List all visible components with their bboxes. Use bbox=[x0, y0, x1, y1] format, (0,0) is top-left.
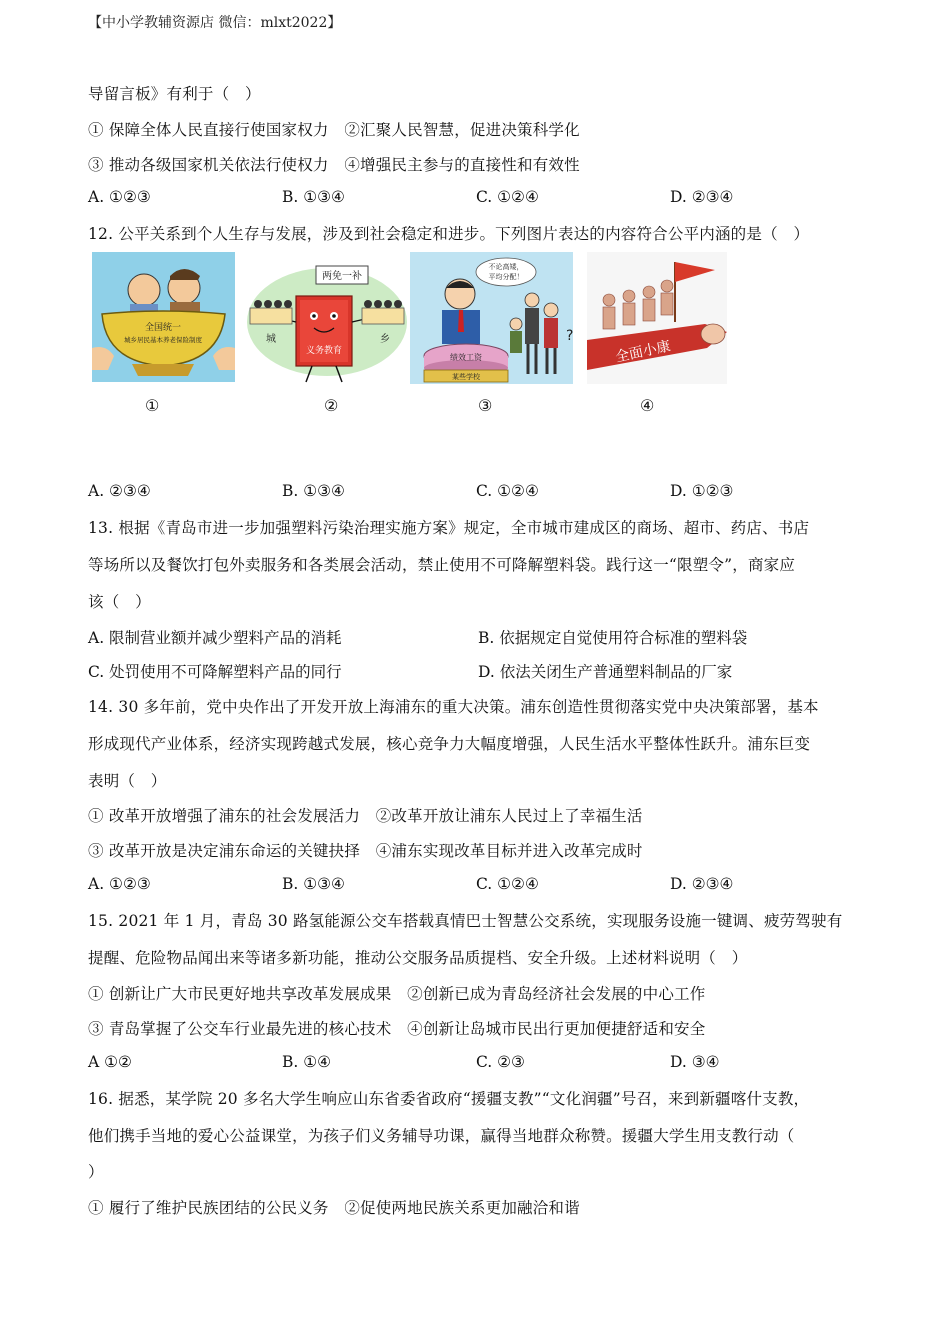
pic2-city-label: 城 bbox=[266, 334, 276, 345]
q16-stem-line-2: 他们携手当地的爱心公益课堂，为孩子们义务辅导功课，赢得当地群众称赞。援疆大学生用支教行动（ bbox=[88, 1127, 795, 1145]
q13-option-a[interactable]: A. 限制营业额并减少塑料产品的消耗 bbox=[88, 629, 342, 647]
q14-option-d[interactable]: D. ②③④ bbox=[670, 875, 734, 893]
q15-stem-line-1: 15. 2021 年 1 月，青岛 30 路氢能源公交车搭载真情巴士智慧公交系统，实现服务设施一键调、疲劳驾驶有 bbox=[88, 912, 843, 930]
pic3-bubble-line1: 不论高矮， bbox=[488, 263, 524, 271]
pic1-title-line1: 全国统一 bbox=[144, 323, 182, 333]
q15-option-d[interactable]: D. ③④ bbox=[670, 1053, 720, 1071]
q11-option-c[interactable]: C. ①②④ bbox=[476, 188, 539, 206]
q11-option-d[interactable]: D. ②③④ bbox=[670, 188, 734, 206]
performance-pay-illustration bbox=[410, 252, 573, 384]
q12-picture-label-3: ③ bbox=[478, 396, 493, 415]
q14-option-a[interactable]: A. ①②③ bbox=[88, 875, 151, 893]
q13-stem-line-2: 等场所以及餐饮打包外卖服务和各类展会活动，禁止使用不可降解塑料袋。践行这一“限塑令”，商家应 bbox=[88, 556, 796, 574]
q12-picture-3 bbox=[410, 252, 573, 384]
q14-option-b[interactable]: B. ①③④ bbox=[282, 875, 345, 893]
moderately-prosperous-illustration bbox=[587, 252, 727, 384]
q14-statement-1: ① 改革开放增强了浦东的社会发展活力 ②改革开放让浦东人民过上了幸福生活 bbox=[88, 807, 643, 825]
q11-option-b[interactable]: B. ①③④ bbox=[282, 188, 345, 206]
q12-option-c[interactable]: C. ①②④ bbox=[476, 482, 539, 500]
pic3-bubble-line2: 平均分配！ bbox=[488, 273, 524, 281]
q12-picture-label-2: ② bbox=[324, 396, 339, 415]
q12-option-b[interactable]: B. ①③④ bbox=[282, 482, 345, 500]
q11-option-a[interactable]: A. ①②③ bbox=[88, 188, 151, 206]
pic2-book-text: 义务教育 bbox=[305, 346, 343, 356]
q14-stem-line-3: 表明（ ） bbox=[88, 772, 167, 790]
q12-picture-label-1: ① bbox=[145, 396, 160, 415]
q12-picture-4 bbox=[587, 252, 727, 384]
page-header: 【中小学教辅资源店 微信：mlxt2022】 bbox=[88, 15, 342, 31]
q12-picture-label-4: ④ bbox=[640, 396, 655, 415]
q15-statement-1: ① 创新让广大市民更好地共享改革发展成果 ②创新已成为青岛经济社会发展的中心工作 bbox=[88, 985, 706, 1003]
q14-option-c[interactable]: C. ①②④ bbox=[476, 875, 539, 893]
q12-option-a[interactable]: A. ②③④ bbox=[88, 482, 151, 500]
pic2-sign-text: 两免一补 bbox=[322, 271, 362, 282]
pic3-cake-label: 绩效工资 bbox=[450, 353, 482, 362]
q15-stem-line-2: 提醒、危险物品闻出来等诸多新功能，推动公交服务品质提档、安全升级。上述材料说明（ ） bbox=[88, 949, 748, 967]
q14-stem-line-2: 形成现代产业体系，经济实现跨越式发展，核心竞争力大幅度增强，人民生活水平整体性跃升。浦东巨变 bbox=[88, 735, 811, 753]
pic4-banner-text: 全面小康 bbox=[613, 338, 673, 366]
q16-stem-line-3: ） bbox=[88, 1163, 104, 1181]
pic2-village-label: 乡 bbox=[380, 334, 390, 345]
q16-statement-1: ① 履行了维护民族团结的公民义务 ②促使两地民族关系更加融洽和谐 bbox=[88, 1199, 580, 1217]
pic3-base-label: 某些学校 bbox=[452, 373, 480, 381]
q13-option-b[interactable]: B. 依据规定自觉使用符合标准的塑料袋 bbox=[478, 629, 748, 647]
q13-option-c[interactable]: C. 处罚使用不可降解塑料产品的同行 bbox=[88, 663, 342, 681]
compulsory-education-illustration bbox=[246, 252, 409, 384]
q16-stem-line-1: 16. 据悉，某学院 20 多名大学生响应山东省委省政府“援疆支教”“文化润疆”号召，来到新疆喀什支教， bbox=[88, 1090, 810, 1108]
q15-option-a[interactable]: A ①② bbox=[88, 1053, 132, 1071]
q13-option-d[interactable]: D. 依法关闭生产普通塑料制品的厂家 bbox=[478, 663, 733, 681]
q11-statement-2: ③ 推动各级国家机关依法行使权力 ④增强民主参与的直接性和有效性 bbox=[88, 156, 580, 174]
q12-picture-1 bbox=[92, 252, 235, 382]
q15-option-c[interactable]: C. ②③ bbox=[476, 1053, 525, 1071]
pic1-title-line2: 城乡居民基本养老保险制度 bbox=[124, 336, 202, 344]
q12-picture-2 bbox=[246, 252, 409, 384]
q13-stem-line-3: 该（ ） bbox=[88, 593, 151, 611]
svg-text:?: ? bbox=[566, 328, 573, 344]
q13-stem-line-1: 13. 根据《青岛市进一步加强塑料污染治理实施方案》规定，全市城市建成区的商场、超市、药店、书店 bbox=[88, 519, 810, 537]
q11-stem-continued: 导留言板》有利于（ ） bbox=[88, 85, 261, 103]
q11-statement-1: ① 保障全体人民直接行使国家权力 ②汇聚人民智慧，促进决策科学化 bbox=[88, 121, 580, 139]
q15-statement-2: ③ 青岛掌握了公交车行业最先进的核心技术 ④创新让岛城市民出行更加便捷舒适和安全 bbox=[88, 1020, 706, 1038]
q12-stem: 12. 公平关系到个人生存与发展，涉及到社会稳定和进步。下列图片表达的内容符合公平内涵的是（ ） bbox=[88, 225, 810, 243]
q14-statement-2: ③ 改革开放是决定浦东命运的关键抉择 ④浦东实现改革目标并进入改革完成时 bbox=[88, 842, 643, 860]
q12-option-d[interactable]: D. ①②③ bbox=[670, 482, 734, 500]
pension-bowl-illustration bbox=[92, 252, 235, 382]
q14-stem-line-1: 14. 30 多年前，党中央作出了开发开放上海浦东的重大决策。浦东创造性贯彻落实党中央决策部署，基本 bbox=[88, 698, 819, 716]
q15-option-b[interactable]: B. ①④ bbox=[282, 1053, 332, 1071]
